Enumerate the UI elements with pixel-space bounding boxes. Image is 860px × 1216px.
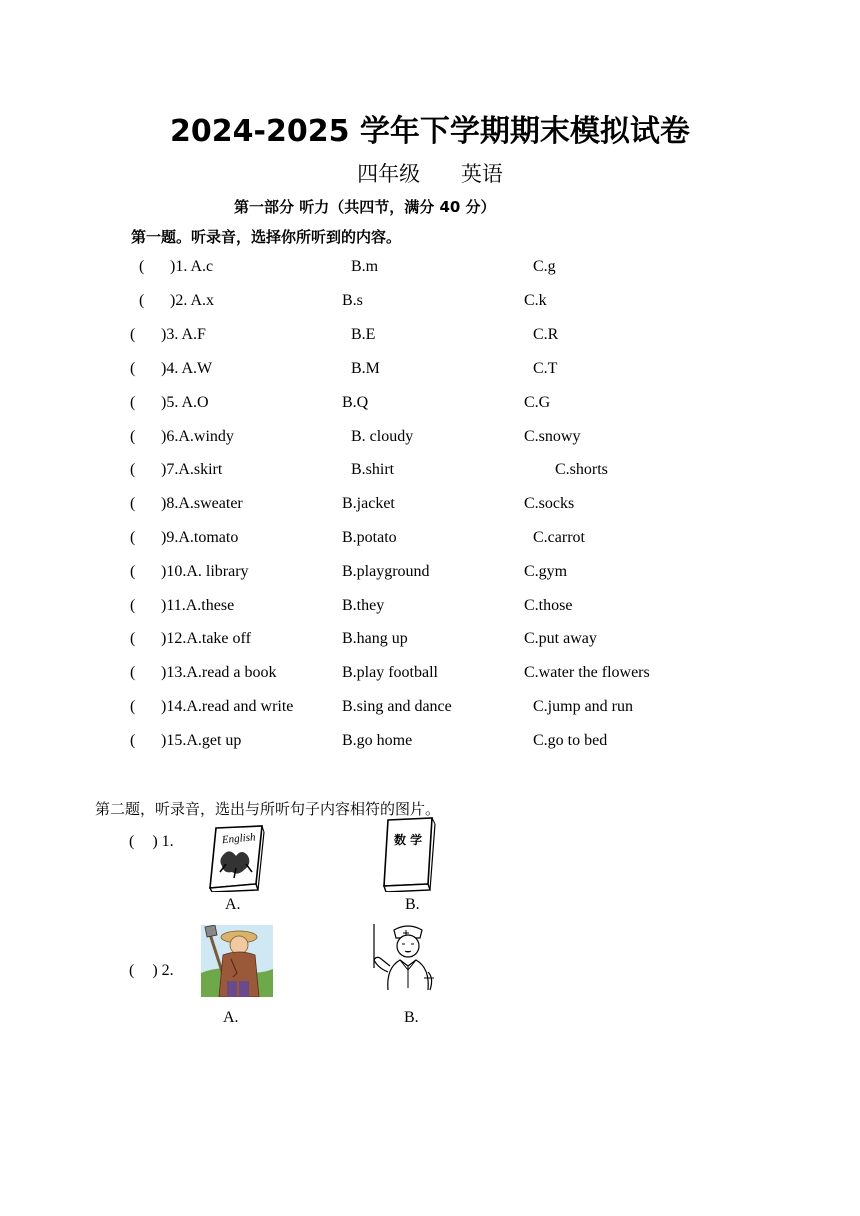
option-a: )11.A.these	[161, 597, 235, 614]
option-b: B.s	[342, 292, 363, 309]
option-c: C.jump and run	[533, 698, 633, 715]
option-b: B.playground	[342, 563, 430, 580]
part1-instruction: 第一题。听录音，选择你所听到的内容。	[131, 228, 402, 246]
option-a: )10.A. library	[161, 563, 249, 580]
option-c: C.socks	[524, 495, 575, 512]
english-book-text: English	[221, 831, 256, 847]
option-c: C.shorts	[555, 461, 608, 478]
answer-bracket[interactable]: (	[139, 258, 145, 275]
option-c: C.k	[524, 292, 547, 309]
answer-bracket[interactable]: (	[130, 732, 136, 749]
answer-bracket[interactable]: (	[130, 428, 136, 445]
farmer-icon[interactable]	[201, 925, 273, 997]
option-b: B.Q	[342, 394, 369, 411]
option-a: )3. A.F	[161, 326, 206, 343]
answer-bracket[interactable]: (	[130, 664, 136, 681]
option-a: )5. A.O	[161, 394, 209, 411]
exam-subtitle	[0, 158, 860, 188]
answer-bracket[interactable]: (	[130, 394, 136, 411]
answer-bracket[interactable]: (	[130, 461, 136, 478]
part2-question-1	[129, 833, 174, 851]
option-b: B.play football	[342, 664, 438, 681]
option-b: B.M	[351, 360, 380, 377]
option-a: )14.A.read and write	[161, 698, 294, 715]
option-b: B.E	[351, 326, 376, 343]
option-c: C.R	[533, 326, 559, 343]
part2-instruction: 第二题，听录音，选出与所听句子内容相符的图片。	[95, 800, 441, 818]
option-c: C.those	[524, 597, 573, 614]
answer-bracket[interactable]: (	[130, 326, 136, 343]
option-c: C.g	[533, 258, 556, 275]
answer-bracket[interactable]: (	[139, 292, 145, 309]
option-b: B.sing and dance	[342, 698, 452, 715]
doctor-icon[interactable]	[368, 920, 442, 994]
option-a: )15.A.get up	[161, 732, 242, 749]
option-c: C.put away	[524, 630, 597, 647]
option-a: )7.A.skirt	[161, 461, 223, 478]
option-c: C.water the flowers	[524, 664, 650, 681]
answer-bracket[interactable]: (	[130, 360, 136, 377]
answer-bracket[interactable]: (	[129, 833, 135, 850]
option-a: )8.A.sweater	[161, 495, 243, 512]
answer-bracket[interactable]: (	[130, 495, 136, 512]
option-a: )2. A.x	[170, 292, 214, 309]
option-c: C.go to bed	[533, 732, 608, 749]
option-a-label: A.	[223, 1009, 239, 1026]
option-a: )9.A.tomato	[161, 529, 239, 546]
question-number: ) 1.	[152, 833, 174, 850]
answer-bracket[interactable]: (	[130, 563, 136, 580]
option-c: C.snowy	[524, 428, 581, 445]
option-c: C.T	[533, 360, 558, 377]
option-c: C.carrot	[533, 529, 585, 546]
grade-label: 四年级	[357, 162, 421, 186]
answer-bracket[interactable]: (	[130, 630, 136, 647]
answer-bracket[interactable]: (	[130, 698, 136, 715]
part2-question-2	[129, 962, 174, 980]
math-book-icon[interactable]	[380, 816, 440, 892]
option-b: B.go home	[342, 732, 413, 749]
answer-bracket[interactable]: (	[130, 529, 136, 546]
answer-bracket[interactable]: (	[129, 962, 135, 979]
option-c: C.gym	[524, 563, 568, 580]
option-c: C.G	[524, 394, 551, 411]
exam-title: 2024-2025 学年下学期期末模拟试卷	[170, 114, 690, 149]
option-b: B.hang up	[342, 630, 408, 647]
option-a: )12.A.take off	[161, 630, 251, 647]
answer-bracket[interactable]: (	[130, 597, 136, 614]
math-book-text: 数 学	[394, 833, 423, 847]
option-b-label: B.	[404, 1009, 419, 1026]
option-a: )1. A.c	[170, 258, 214, 275]
option-b: B.m	[351, 258, 379, 275]
section-title: 第一部分 听力（共四节，满分 40 分）	[234, 198, 496, 216]
option-a: )13.A.read a book	[161, 664, 277, 681]
option-a: )6.A.windy	[161, 428, 234, 445]
option-b: B.potato	[342, 529, 397, 546]
option-b: B.shirt	[351, 461, 395, 478]
question-number: ) 2.	[152, 962, 174, 979]
option-b: B.they	[342, 597, 385, 614]
option-b: B.jacket	[342, 495, 395, 512]
option-b-label: B.	[405, 896, 420, 913]
option-b: B. cloudy	[351, 428, 414, 445]
option-a-label: A.	[225, 896, 241, 913]
option-a: )4. A.W	[161, 360, 213, 377]
english-book-icon[interactable]	[206, 824, 268, 892]
subject-label: 英语	[460, 162, 503, 186]
